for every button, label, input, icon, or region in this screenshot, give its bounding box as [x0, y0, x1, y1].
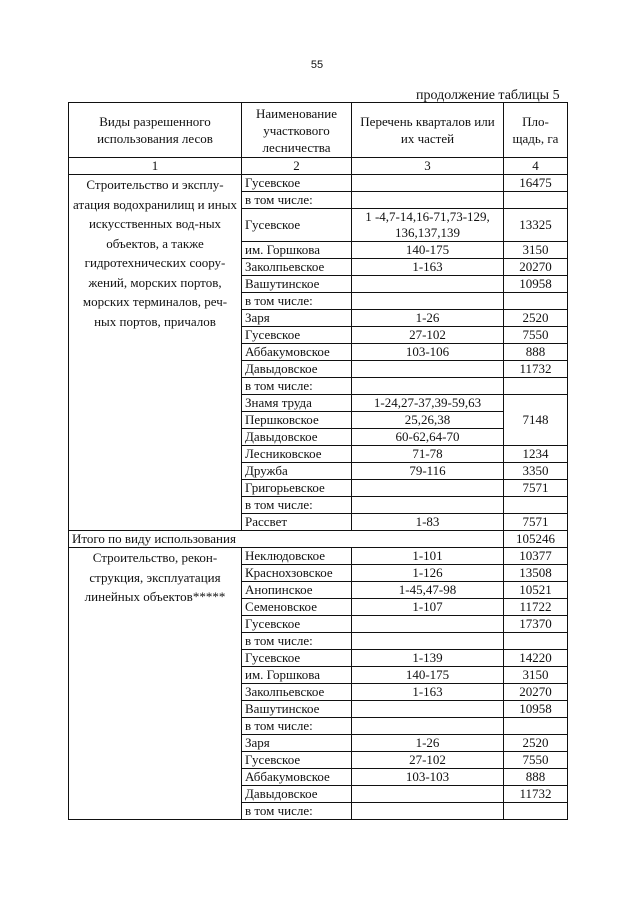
quarters-list: 103-106: [352, 344, 504, 361]
quarters-list: [352, 192, 504, 209]
quarters-list: 103-103: [352, 769, 504, 786]
forestry-name: Давыдовское: [242, 361, 352, 378]
forestry-name: в том числе:: [242, 803, 352, 820]
forestry-name: в том числе:: [242, 293, 352, 310]
area-value: [504, 633, 568, 650]
area-value: 2520: [504, 735, 568, 752]
forestry-name: Дружба: [242, 463, 352, 480]
area-value: [504, 293, 568, 310]
quarters-list: [352, 633, 504, 650]
header-number: 4: [504, 158, 568, 175]
area-value: [504, 718, 568, 735]
forestry-name: Анопинское: [242, 582, 352, 599]
area-value: [504, 497, 568, 514]
total-area: 105246: [504, 531, 568, 548]
quarters-list: [352, 175, 504, 192]
quarters-list: [352, 803, 504, 820]
quarters-list: [352, 786, 504, 803]
area-value: [504, 803, 568, 820]
total-row: [69, 531, 568, 548]
quarters-list: [352, 480, 504, 497]
header-number: 2: [242, 158, 352, 175]
forestry-name: Гусевское: [242, 752, 352, 769]
header-quarters: Перечень кварталов или их частей: [352, 103, 504, 158]
header-forestry: Наименование участкового лесничества: [242, 103, 352, 158]
forestry-name: Заря: [242, 310, 352, 327]
area-value: 7571: [504, 514, 568, 531]
quarters-list: 79-116: [352, 463, 504, 480]
quarters-list: 1-45,47-98: [352, 582, 504, 599]
section-linear-objects: [69, 548, 568, 820]
quarters-list: 27-102: [352, 327, 504, 344]
quarters-list: 60-62,64-70: [352, 429, 504, 446]
forestry-name: Аббакумовское: [242, 344, 352, 361]
header-number: 1: [69, 158, 242, 175]
forestry-name: Давыдовское: [242, 429, 352, 446]
forestry-name: в том числе:: [242, 633, 352, 650]
header-number-row: [69, 158, 568, 175]
quarters-list: 1-24,27-37,39-59,63: [352, 395, 504, 412]
quarters-list: 25,26,38: [352, 412, 504, 429]
area-value: 13325: [504, 209, 568, 242]
forestry-name: Гусевское: [242, 650, 352, 667]
area-value: 7550: [504, 327, 568, 344]
use-kind-label: Строительство и эксплу-атация водохранилищ и иных искусственных вод-ных объектов, а также гидротехнических соору-жений, морских портов, морских терминалов, реч-ных портов, причалов: [69, 175, 242, 531]
quarters-list: [352, 293, 504, 310]
area-value: 10958: [504, 701, 568, 718]
use-kind-label: Строительство, рекон-струкция, эксплуатация линейных объектов*****: [69, 548, 242, 820]
forestry-name: в том числе:: [242, 497, 352, 514]
forestry-name: Давыдовское: [242, 786, 352, 803]
forestry-name: Гусевское: [242, 209, 352, 242]
quarters-list: 1-139: [352, 650, 504, 667]
area-value: 10958: [504, 276, 568, 293]
quarters-list: [352, 718, 504, 735]
quarters-list: 1-163: [352, 684, 504, 701]
forestry-name: Лесниковское: [242, 446, 352, 463]
area-value: 10521: [504, 582, 568, 599]
forestry-name: Заря: [242, 735, 352, 752]
quarters-list: 1-107: [352, 599, 504, 616]
quarters-list: 27-102: [352, 752, 504, 769]
area-value: 10377: [504, 548, 568, 565]
forestry-name: Гусевское: [242, 175, 352, 192]
quarters-list: 71-78: [352, 446, 504, 463]
quarters-list: 1-83: [352, 514, 504, 531]
quarters-list: 140-175: [352, 667, 504, 684]
forestry-name: Гусевское: [242, 616, 352, 633]
table-row: [69, 548, 568, 565]
forestry-name: Знамя труда: [242, 395, 352, 412]
area-value: 7550: [504, 752, 568, 769]
forestry-name: Заколпьевское: [242, 259, 352, 276]
page-number: 55: [310, 59, 324, 71]
area-value: 14220: [504, 650, 568, 667]
area-value: 7571: [504, 480, 568, 497]
forestry-name: Аббакумовское: [242, 769, 352, 786]
quarters-list: 1-26: [352, 310, 504, 327]
area-value: 3150: [504, 667, 568, 684]
forest-use-table: [68, 102, 568, 820]
quarters-list: 1 -4,7-14,16-71,73-129, 136,137,139: [352, 209, 504, 242]
forestry-name: Краснохзовское: [242, 565, 352, 582]
forestry-name: Рассвет: [242, 514, 352, 531]
total-section: [69, 531, 568, 548]
quarters-list: 1-101: [352, 548, 504, 565]
area-value: 7148: [504, 395, 568, 446]
area-value: 3150: [504, 242, 568, 259]
quarters-list: 1-163: [352, 259, 504, 276]
area-value: 13508: [504, 565, 568, 582]
forestry-name: Неклюдовское: [242, 548, 352, 565]
forestry-name: Гусевское: [242, 327, 352, 344]
area-value: 11732: [504, 361, 568, 378]
header-row: [69, 103, 568, 158]
quarters-list: [352, 497, 504, 514]
forestry-name: в том числе:: [242, 378, 352, 395]
quarters-list: [352, 616, 504, 633]
area-value: [504, 378, 568, 395]
quarters-list: 1-26: [352, 735, 504, 752]
total-label: Итого по виду использования: [69, 531, 504, 548]
header-kind: Виды разрешенного использования лесов: [69, 103, 242, 158]
area-value: 2520: [504, 310, 568, 327]
area-value: 11732: [504, 786, 568, 803]
area-value: 888: [504, 344, 568, 361]
area-value: 11722: [504, 599, 568, 616]
area-value: 20270: [504, 259, 568, 276]
forestry-name: Вашутинское: [242, 276, 352, 293]
quarters-list: [352, 361, 504, 378]
header-number: 3: [352, 158, 504, 175]
area-value: 17370: [504, 616, 568, 633]
area-value: 20270: [504, 684, 568, 701]
table-row: [69, 175, 568, 192]
forestry-name: Григорьевское: [242, 480, 352, 497]
area-value: [504, 192, 568, 209]
quarters-list: 140-175: [352, 242, 504, 259]
header-area: Пло-щадь, га: [504, 103, 568, 158]
forestry-name: Першковское: [242, 412, 352, 429]
quarters-list: 1-126: [352, 565, 504, 582]
forestry-name: Заколпьевское: [242, 684, 352, 701]
quarters-list: [352, 276, 504, 293]
quarters-list: [352, 378, 504, 395]
section-water-objects: [69, 175, 568, 531]
area-value: 1234: [504, 446, 568, 463]
area-value: 888: [504, 769, 568, 786]
forestry-name: им. Горшкова: [242, 242, 352, 259]
forestry-name: им. Горшкова: [242, 667, 352, 684]
forestry-name: в том числе:: [242, 718, 352, 735]
forestry-name: Семеновское: [242, 599, 352, 616]
continuation-note: продолжение таблицы 5: [416, 88, 560, 103]
area-value: 3350: [504, 463, 568, 480]
forestry-name: в том числе:: [242, 192, 352, 209]
quarters-list: [352, 701, 504, 718]
forestry-name: Вашутинское: [242, 701, 352, 718]
area-value: 16475: [504, 175, 568, 192]
